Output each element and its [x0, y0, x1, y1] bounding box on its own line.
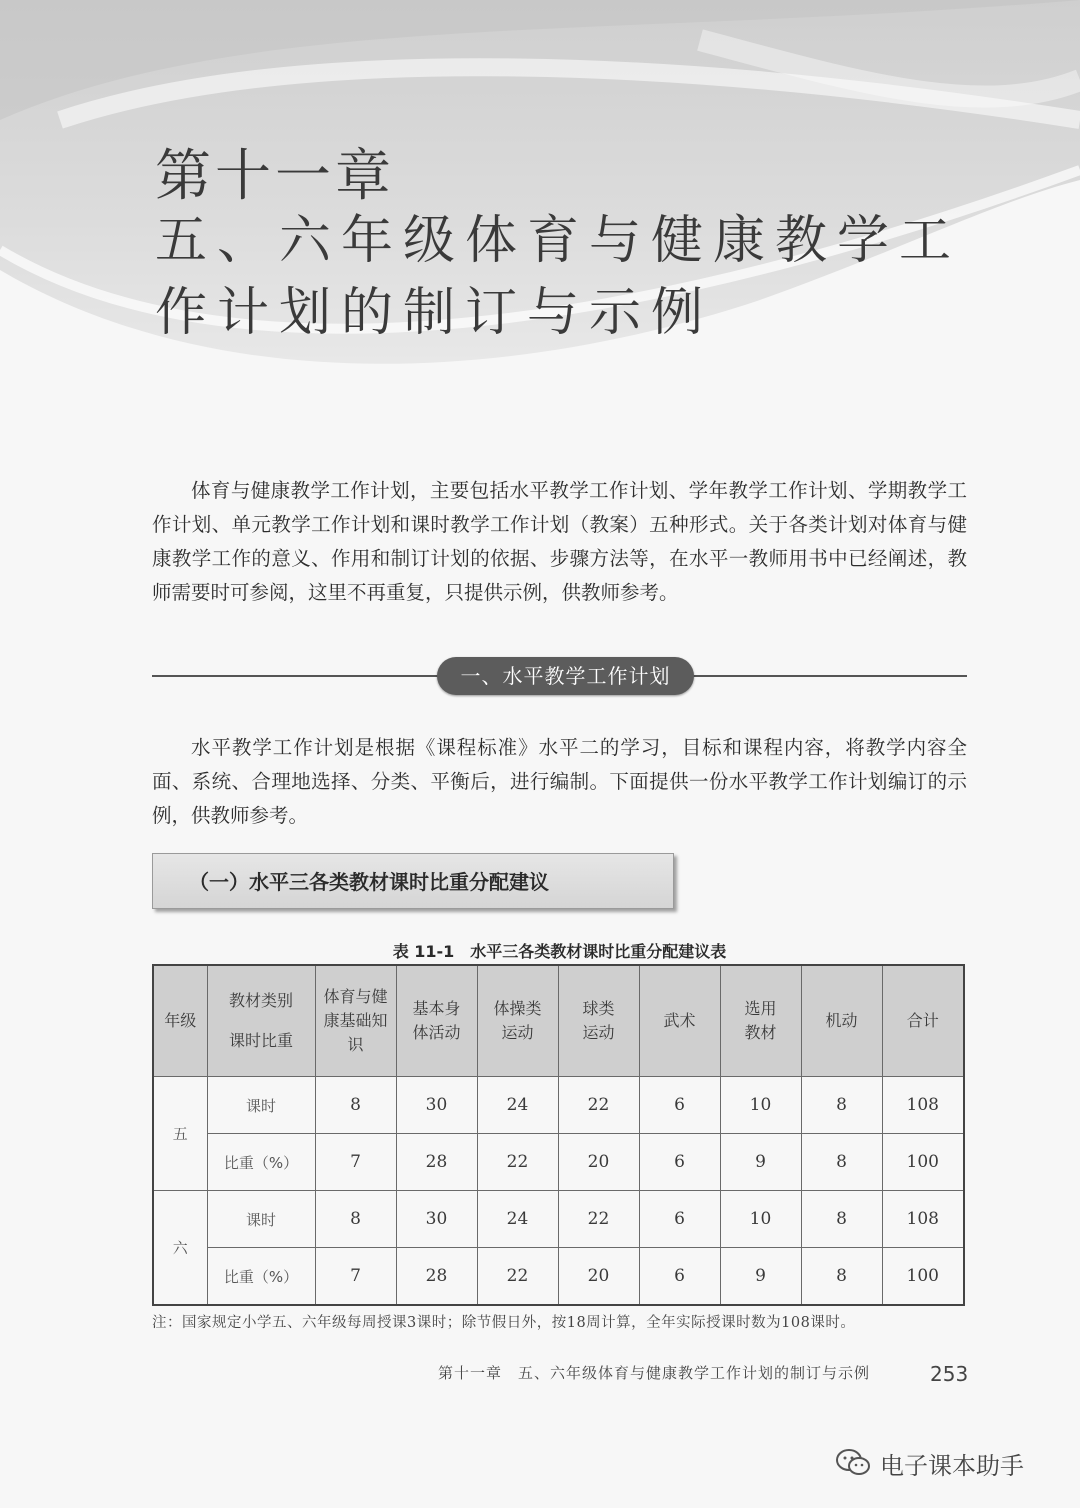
- header-grade: 年级: [153, 965, 207, 1077]
- table-cell: 24: [477, 1191, 558, 1248]
- table-cell: 10: [720, 1191, 801, 1248]
- table-row: [153, 1134, 964, 1191]
- chapter-number: 第十一章: [155, 144, 395, 209]
- table-cell: 8: [801, 1134, 882, 1191]
- header-category: 教材类别: [228, 991, 293, 1010]
- table-cell: 6: [639, 1191, 720, 1248]
- header-col: 体操类运动: [477, 965, 558, 1077]
- table-cell: 20: [558, 1134, 639, 1191]
- table-cell: 28: [396, 1248, 477, 1306]
- header-col: 机动: [801, 965, 882, 1077]
- header-col: 基本身体活动: [396, 965, 477, 1077]
- row-label: 课时: [207, 1191, 315, 1248]
- table-cell: 8: [801, 1191, 882, 1248]
- row-label: 课时: [207, 1077, 315, 1134]
- table-header-row: [153, 965, 964, 1077]
- wechat-icon: [834, 1447, 872, 1479]
- table-caption: 表 11-1 水平三各类教材课时比重分配建议表: [392, 942, 727, 961]
- allocation-table: [152, 964, 965, 1306]
- header-col: 体育与健康基础知识: [315, 965, 396, 1077]
- table-note: 注：国家规定小学五、六年级每周授课3课时；除节假日外，按18周计算，全年实际授课时数为108课时。: [152, 1315, 856, 1331]
- page-number: 253: [930, 1362, 969, 1386]
- running-footer: 第十一章 五、六年级体育与健康教学工作计划的制订与示例: [438, 1364, 871, 1382]
- table-cell: 6: [639, 1248, 720, 1306]
- table-cell: 22: [477, 1134, 558, 1191]
- table-cell: 24: [477, 1077, 558, 1134]
- table-cell: 9: [720, 1248, 801, 1306]
- table-cell: 20: [558, 1248, 639, 1306]
- table-cell: 8: [801, 1248, 882, 1306]
- table-row: [153, 1191, 964, 1248]
- header-col: 选用教材: [720, 965, 801, 1077]
- table-cell: 22: [477, 1248, 558, 1306]
- table-cell: 108: [882, 1077, 964, 1134]
- table-cell: 9: [720, 1134, 801, 1191]
- row-label: 比重（%）: [207, 1134, 315, 1191]
- table-row: [153, 1248, 964, 1306]
- header-col: 合计: [882, 965, 964, 1077]
- header-ratio: 课时比重: [228, 1031, 293, 1050]
- table-cell: 30: [396, 1191, 477, 1248]
- table-cell: 28: [396, 1134, 477, 1191]
- table-cell: 100: [882, 1248, 964, 1306]
- table-cell: 22: [558, 1191, 639, 1248]
- grade-cell: 五: [153, 1077, 207, 1191]
- table-cell: 10: [720, 1077, 801, 1134]
- subsection-heading: （一）水平三各类教材课时比重分配建议: [152, 853, 674, 909]
- watermark: [834, 1443, 1024, 1483]
- table-cell: 8: [315, 1191, 396, 1248]
- chapter-banner: [0, 0, 1080, 400]
- table-row: [153, 1077, 964, 1134]
- header-diagonal-cell: [207, 965, 315, 1077]
- table-cell: 30: [396, 1077, 477, 1134]
- table-cell: 100: [882, 1134, 964, 1191]
- section-heading: 一、水平教学工作计划: [437, 657, 694, 695]
- table-cell: 22: [558, 1077, 639, 1134]
- table-cell: 8: [315, 1077, 396, 1134]
- table-cell: 7: [315, 1248, 396, 1306]
- grade-cell: 六: [153, 1191, 207, 1306]
- section-paragraph: 水平教学工作计划是根据《课程标准》水平二的学习，目标和课程内容，将教学内容全面、系统、合理地选择、分类、平衡后，进行编制。下面提供一份水平教学工作计划编订的示例，供教师参考。: [152, 736, 967, 827]
- table-cell: 6: [639, 1077, 720, 1134]
- watermark-text: 电子课本助手: [880, 1451, 1024, 1480]
- table-cell: 6: [639, 1134, 720, 1191]
- table-cell: 108: [882, 1191, 964, 1248]
- chapter-title: 五、六年级体育与健康教学工作计划的制订与示例: [155, 211, 962, 343]
- header-col: 武术: [639, 965, 720, 1077]
- table-cell: 8: [801, 1077, 882, 1134]
- table-cell: 7: [315, 1134, 396, 1191]
- intro-paragraph: 体育与健康教学工作计划，主要包括水平教学工作计划、学年教学工作计划、学期教学工作计划、单元教学工作计划和课时教学工作计划（教案）五种形式。关于各类计划对体育与健康教学工作的意义、作用和制订计划的依据、步骤方法等，在水平一教师用书中已经阐述，教师需要时可参阅，这里不再重复，只提供示例，供教师参考。: [152, 479, 967, 604]
- row-label: 比重（%）: [207, 1248, 315, 1306]
- header-col: 球类运动: [558, 965, 639, 1077]
